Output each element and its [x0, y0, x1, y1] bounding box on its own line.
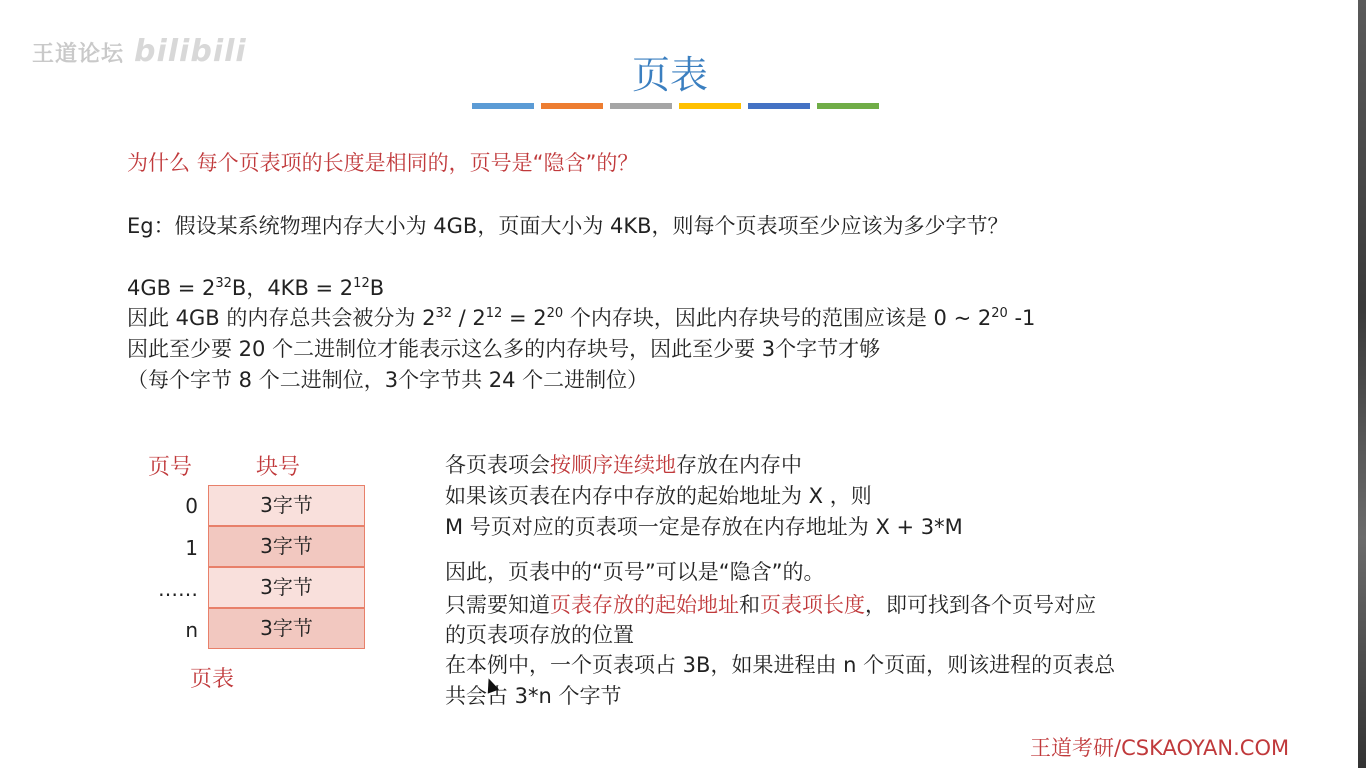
table-header-block: 块号 [256, 455, 301, 480]
page-number: n [185, 618, 198, 642]
page-table-entry: 3字节 [208, 567, 365, 608]
calc-line-2: 因此 4GB 的内存总共会被分为 $2^{32} / 2^{12} = 2^{20}$ 个内存块，因此内存块号的范围应该是 0 ~ $2^{20}$ -1 [127, 306, 1036, 330]
accent-bars [472, 103, 878, 109]
calc-line-1: $4GB = 2^{32}B$，$4KB = 2^{12}B$ [127, 276, 385, 300]
explain-line-5: 只需要知道页表存放的起始地址和页表项长度，即可找到各个页号对应 [445, 593, 1096, 617]
explain-line-4: 因此，页表中的“页号”可以是“隐含”的。 [445, 560, 825, 584]
accent-bar [679, 103, 741, 109]
calc-line-3: 因此至少要 20 个二进制位才能表示这么多的内存块号，因此至少要 3个字节才够 [127, 337, 881, 361]
page-number: …… [158, 577, 198, 601]
table-header-page: 页号 [148, 455, 193, 480]
explain-line-8: 共会占 3*n 个字节 [445, 684, 622, 708]
explain-line-6: 的页表项存放的位置 [445, 623, 634, 647]
brand-footer: 王道考研/CSKAOYAN.COM [1030, 736, 1290, 760]
example-text: Eg：假设某系统物理内存大小为 4GB，页面大小为 4KB，则每个页表项至少应该为多少字节？ [127, 214, 1009, 238]
explain-line-3: M 号页对应的页表项一定是存放在内存地址为 X + 3*M [445, 515, 963, 539]
desktop-edge [1358, 0, 1366, 768]
explain-line-1: 各页表项会按顺序连续地存放在内存中 [445, 453, 802, 477]
question-text: 为什么 每个页表项的长度是相同的，页号是“隐含”的？ [127, 151, 639, 175]
slide-title: 页表 [631, 53, 708, 97]
accent-bar [541, 103, 603, 109]
page-number: 0 [185, 494, 198, 518]
bilibili-logo: bilibili [134, 34, 247, 69]
accent-bar [748, 103, 810, 109]
page-number: 1 [185, 536, 198, 560]
explain-line-2: 如果该页表在内存中存放的起始地址为 X ，则 [445, 484, 872, 508]
accent-bar [472, 103, 534, 109]
explain-line-7: 在本例中，一个页表项占 3B，如果进程由 n 个页面，则该进程的页表总 [445, 653, 1116, 677]
page-table-entry: 3字节 [208, 485, 365, 526]
page-table-entry: 3字节 [208, 608, 365, 649]
accent-bar [610, 103, 672, 109]
calc-line-4: （每个字节 8 个二进制位，3个字节共 24 个二进制位） [127, 368, 649, 392]
page-table-entry: 3字节 [208, 526, 365, 567]
watermark-text: 王道论坛 [32, 42, 125, 67]
accent-bar [817, 103, 879, 109]
table-caption: 页表 [190, 667, 235, 692]
